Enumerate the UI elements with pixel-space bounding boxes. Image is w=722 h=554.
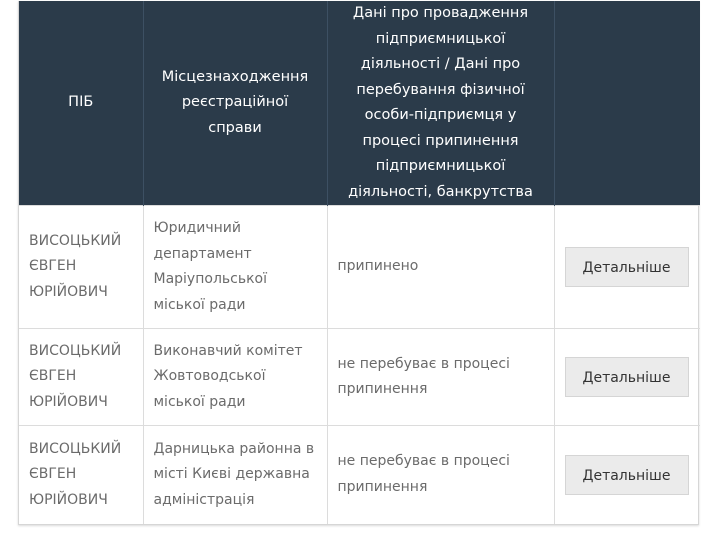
cell-location: Виконавчий комітет Жовтоводської міської ради: [143, 329, 327, 426]
cell-name: ВИСОЦЬКИЙ ЄВГЕН ЮРІЙОВИЧ: [19, 206, 143, 329]
cell-action: [554, 426, 700, 524]
header-location: Місцезнаходження реєстраційної справи: [143, 1, 327, 206]
details-button[interactable]: Детальніше: [565, 455, 689, 495]
cell-location: Дарницька районна в місті Києві державна адміністрація: [143, 426, 327, 524]
details-button[interactable]: Детальніше: [565, 247, 689, 287]
cell-name: ВИСОЦЬКИЙ ЄВГЕН ЮРІЙОВИЧ: [19, 329, 143, 426]
details-button[interactable]: Детальніше: [565, 357, 689, 397]
results-table-grid: [19, 1, 700, 524]
header-status: Дані про провадження підприємницької діяльності / Дані про перебування фізичної особи-підприємця у процесі припинення підприємницької діяльності, банкрутства: [327, 1, 554, 206]
table-row: [19, 206, 700, 329]
cell-location: Юридичний департамент Маріупольської міської ради: [143, 206, 327, 329]
cell-name: ВИСОЦЬКИЙ ЄВГЕН ЮРІЙОВИЧ: [19, 426, 143, 524]
header-name: ПІБ: [19, 1, 143, 206]
cell-action: [554, 329, 700, 426]
table-header-row: [19, 1, 700, 206]
cell-status: не перебуває в процесі припинення: [327, 329, 554, 426]
cell-status: не перебуває в процесі припинення: [327, 426, 554, 524]
header-action: [554, 1, 700, 206]
table-row: [19, 426, 700, 524]
cell-status: припинено: [327, 206, 554, 329]
cell-action: [554, 206, 700, 329]
table-row: [19, 329, 700, 426]
results-table: [18, 1, 699, 525]
